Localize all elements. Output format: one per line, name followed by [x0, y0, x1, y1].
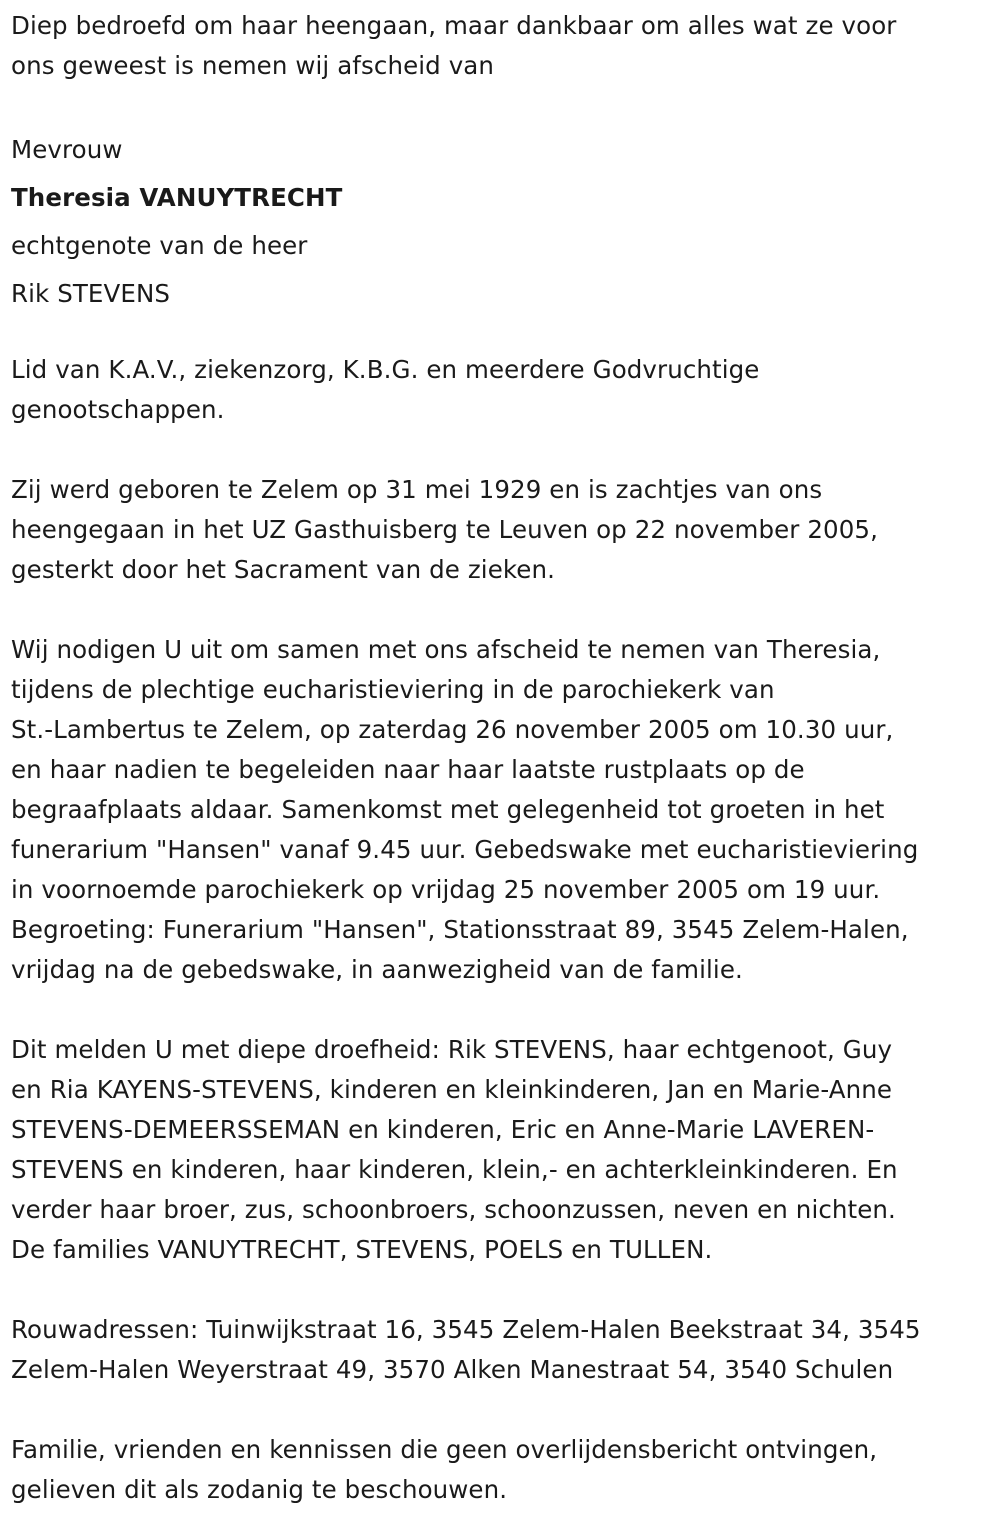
membership-line: genootschappen. — [11, 395, 225, 424]
invitation-line: en haar nadien te begeleiden naar haar laatste rustplaats op de — [11, 755, 805, 784]
relation-text: echtgenote van de heer — [11, 231, 308, 260]
family-line: STEVENS-DEMEERSSEMAN en kinderen, Eric en Anne-Marie LAVEREN- — [11, 1115, 875, 1144]
invitation-line: Begroeting: Funerarium "Hansen", Stationsstraat 89, 3545 Zelem-Halen, — [11, 915, 909, 944]
address-line: Zelem-Halen Weyerstraat 49, 3570 Alken Manestraat 54, 3540 Schulen — [11, 1355, 894, 1384]
invitation-line: tijdens de plechtige eucharistieviering in de parochiekerk van — [11, 675, 775, 704]
life-line: heengegaan in het UZ Gasthuisberg te Leuven op 22 november 2005, — [11, 515, 878, 544]
closing-line: gelieven dit als zodanig te beschouwen. — [11, 1475, 508, 1504]
closing-paragraph — [11, 1430, 990, 1510]
addresses-paragraph — [11, 1310, 990, 1390]
salutation: Mevrouw — [11, 135, 123, 164]
family-line: De families VANUYTRECHT, STEVENS, POELS en TULLEN. — [11, 1235, 713, 1264]
family-line: verder haar broer, zus, schoonbroers, schoonzussen, neven en nichten. — [11, 1195, 896, 1224]
family-line: en Ria KAYENS-STEVENS, kinderen en kleinkinderen, Jan en Marie-Anne — [11, 1075, 893, 1104]
deceased-block — [11, 126, 990, 318]
invitation-line: funerarium "Hansen" vanaf 9.45 uur. Gebedswake met eucharistieviering — [11, 835, 919, 864]
invitation-line: begraafplaats aldaar. Samenkomst met gelegenheid tot groeten in het — [11, 795, 885, 824]
life-paragraph — [11, 470, 990, 590]
membership-paragraph — [11, 350, 990, 430]
intro-line: Diep bedroefd om haar heengaan, maar dankbaar om alles wat ze voor — [11, 11, 897, 40]
invitation-line: St.-Lambertus te Zelem, op zaterdag 26 november 2005 om 10.30 uur, — [11, 715, 894, 744]
invitation-line: Wij nodigen U uit om samen met ons afscheid te nemen van Theresia, — [11, 635, 881, 664]
life-line: gesterkt door het Sacrament van de zieken. — [11, 555, 555, 584]
intro-line: ons geweest is nemen wij afscheid van — [11, 51, 495, 80]
membership-line: Lid van K.A.V., ziekenzorg, K.B.G. en meerdere Godvruchtige — [11, 355, 760, 384]
spouse-name: Rik STEVENS — [11, 279, 171, 308]
family-line: STEVENS en kinderen, haar kinderen, klein,- en achterkleinkinderen. En — [11, 1155, 898, 1184]
life-line: Zij werd geboren te Zelem op 31 mei 1929 en is zachtjes van ons — [11, 475, 823, 504]
family-line: Dit melden U met diepe droefheid: Rik STEVENS, haar echtgenoot, Guy — [11, 1035, 893, 1064]
invitation-paragraph — [11, 630, 990, 990]
deceased-name: Theresia VANUYTRECHT — [11, 183, 343, 212]
intro-paragraph — [11, 6, 990, 86]
family-paragraph — [11, 1030, 990, 1270]
invitation-line: in voornoemde parochiekerk op vrijdag 25 november 2005 om 19 uur. — [11, 875, 881, 904]
address-line: Rouwadressen: Tuinwijkstraat 16, 3545 Zelem-Halen Beekstraat 34, 3545 — [11, 1315, 921, 1344]
closing-line: Familie, vrienden en kennissen die geen overlijdensbericht ontvingen, — [11, 1435, 878, 1464]
invitation-line: vrijdag na de gebedswake, in aanwezigheid van de familie. — [11, 955, 743, 984]
